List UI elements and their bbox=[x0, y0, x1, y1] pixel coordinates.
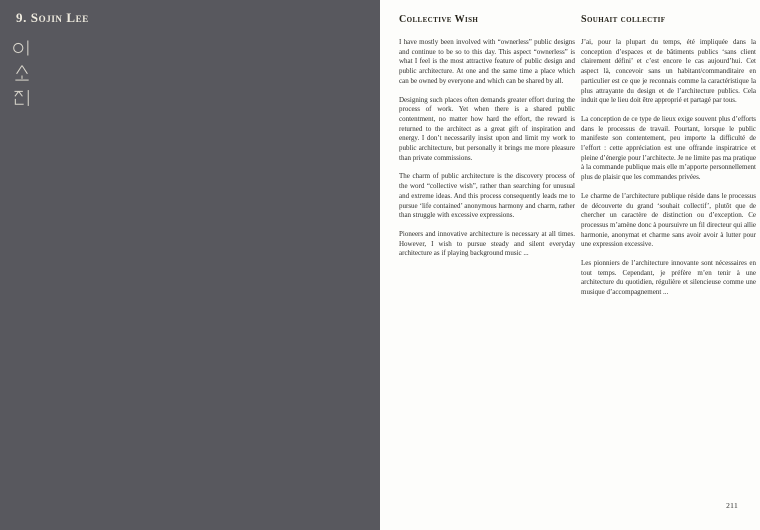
english-paragraph: The charm of public architecture is the discovery process of the word “collective wish”, rather than searching for unusual and extreme ideas. And this process consequently leads me to pursue ‘life contained’ anonymous harmony and charm, rather than struggle with excessive expressions. bbox=[399, 172, 575, 220]
column-english bbox=[399, 14, 575, 268]
english-paragraph: I have mostly been involved with “ownerless” public designs and continue to be so to this day. This aspect “ownerless” is what I feel is the most attractive feature of public design and public architecture. At one and the same time a place which can be owned by everyone and which can be shared by all. bbox=[399, 38, 575, 85]
english-paragraph: Designing such places often demands greater effort during the process of work. Yet when there is a shared public contentment, no matter how hard the effort, the reward is returned to the architect as a great gift of inspiration and energy. I don’t necessarily insist upon and limit my work to public architecture, but personally it brings me more pleasure than private commissions. bbox=[399, 95, 575, 162]
english-paragraph: Pioneers and innovative architecture is necessary at all times. However, I wish to pursue steady and silent everyday architecture as if playing background music ... bbox=[399, 229, 575, 258]
column-french bbox=[581, 14, 756, 307]
korean-char-jin bbox=[12, 88, 32, 108]
english-heading: Collective Wish bbox=[399, 14, 479, 25]
french-paragraph: Les pionniers de l’architecture innovante sont nécessaires en tout temps. Cependant, je préfère m’en tenir à une architecture du quotidien, régulière et silencieuse comme une musique d’accompagnement ... bbox=[581, 259, 756, 297]
french-paragraph: J’ai, pour la plupart du temps, été impliquée dans la conception d’espaces et de bâtiments publics ‘sans client clairement défini’ et c’est encore le cas aujourd’hui. Cet aspect là, concevoir sans un habitant/commanditaire en particulier est ce que je reconnais comme la caractéristique la plus attrayante du design et de l’architecture publics. Cela induit que le lieu doit être approprié et partagé par tous. bbox=[581, 38, 756, 105]
korean-char-i bbox=[12, 38, 32, 58]
french-paragraph: Le charme de l’architecture publique réside dans le processus de découverte du grand ‘souhait collectif’, plutôt que de chercher un caractère de distinction ou d’exception. Ce processus m’amène donc à poursuivre un fil directeur qui allie harmonie, anonymat et charme sans avoir avoir à lutter pour une expression excessive. bbox=[581, 191, 756, 249]
chapter-title: 9. Sojin Lee bbox=[16, 10, 89, 25]
french-paragraph: La conception de ce type de lieux exige souvent plus d’efforts dans le processus de travail. Pourtant, lorsque le public manifeste son contentement, peu importe la difficulté de l’effort : cette appréciation est une offrande inspiratrice et pleine d’énergie pour l’architecte. Je ne limite pas ma pratique à la commande publique mais elle m’apporte personnellement plus de plaisir que les commandes privées. bbox=[581, 114, 756, 182]
page-number: 211 bbox=[726, 501, 738, 510]
french-heading: Souhait collectif bbox=[581, 14, 666, 25]
korean-name-vertical bbox=[12, 38, 32, 113]
korean-char-so bbox=[12, 63, 32, 83]
